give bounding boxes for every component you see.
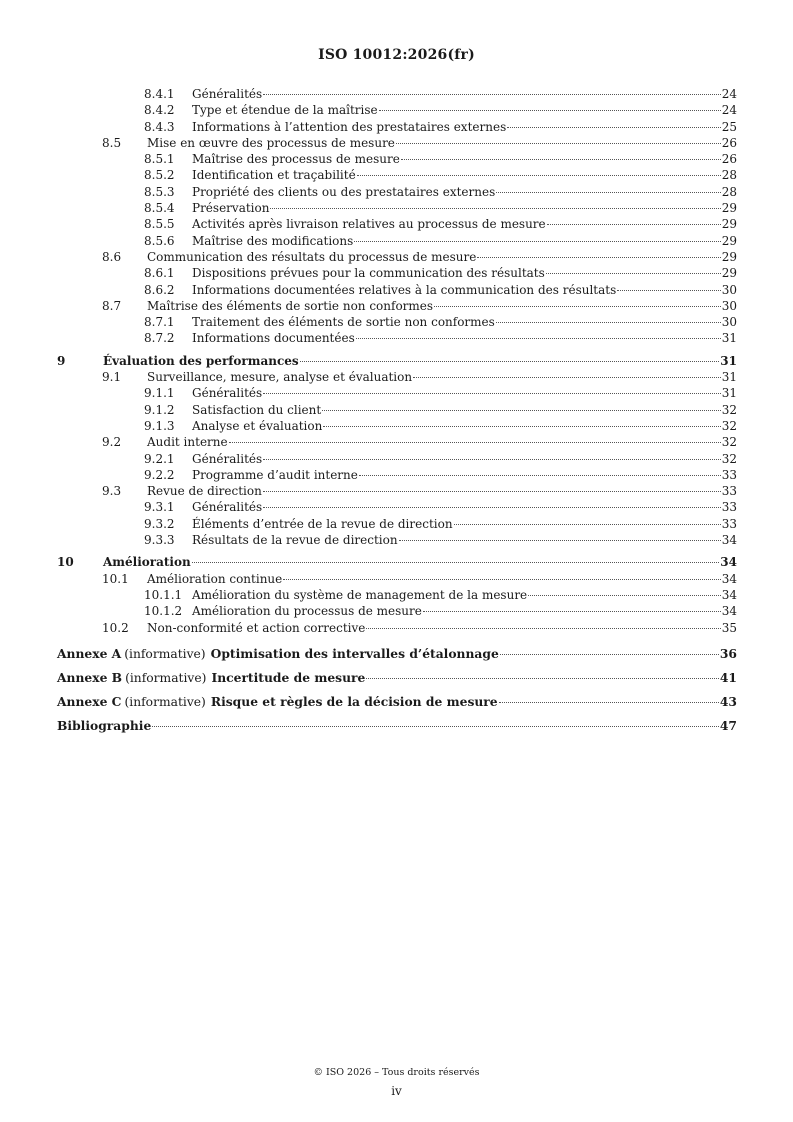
dot-leader bbox=[263, 393, 721, 394]
toc-entry[interactable] bbox=[57, 265, 737, 281]
toc-entry-page: 30 bbox=[721, 298, 737, 313]
toc-entry-number: 9 bbox=[57, 353, 66, 368]
toc-entry[interactable] bbox=[57, 434, 737, 450]
toc-entry-page: 32 bbox=[721, 435, 737, 450]
annex-label: Annexe C bbox=[57, 693, 122, 709]
dot-leader bbox=[229, 442, 721, 443]
toc-entry[interactable] bbox=[57, 385, 737, 401]
toc-entry[interactable] bbox=[57, 532, 737, 548]
annex-kind: (informative) bbox=[124, 694, 206, 709]
toc-entry-number: 10 bbox=[57, 555, 74, 570]
dot-leader bbox=[323, 426, 720, 427]
toc-entry-page: 31 bbox=[721, 370, 737, 385]
dot-leader bbox=[263, 507, 721, 508]
annex-kind: (informative) bbox=[124, 646, 206, 661]
dot-leader bbox=[152, 726, 719, 727]
toc-entry-page: 33 bbox=[721, 467, 737, 482]
dot-leader bbox=[322, 410, 721, 411]
toc-entry-page: 29 bbox=[721, 201, 737, 216]
toc-entry-number: 9.1.2 bbox=[144, 402, 175, 417]
toc-entry-page: 24 bbox=[721, 87, 737, 101]
toc-entry-number: 10.2 bbox=[102, 620, 129, 635]
toc-entry[interactable] bbox=[57, 233, 737, 249]
annex-label: Annexe B bbox=[57, 669, 123, 685]
toc-entry-title: Amélioration bbox=[103, 555, 191, 570]
toc-entry-number: 8.6 bbox=[102, 249, 122, 264]
toc-entry-title: Programme d’audit interne bbox=[192, 467, 358, 482]
toc-entry[interactable] bbox=[57, 298, 737, 314]
toc-entry[interactable] bbox=[57, 603, 737, 619]
toc-entry-number: 9.2.2 bbox=[144, 467, 175, 482]
toc-entry-number: 8.5.5 bbox=[144, 217, 175, 232]
toc-entry-number: 10.1 bbox=[102, 571, 129, 586]
toc-entry-title: Amélioration continue bbox=[147, 571, 283, 586]
toc-annex-entry[interactable] bbox=[57, 690, 737, 714]
toc-entry-title: Amélioration du système de management de la mesure bbox=[192, 587, 528, 602]
toc-entry-title: Amélioration du processus de mesure bbox=[192, 604, 422, 619]
toc-entry-page: 31 bbox=[720, 353, 737, 368]
toc-annex-entry[interactable] bbox=[57, 666, 737, 690]
dot-leader bbox=[477, 257, 720, 258]
table-of-contents bbox=[57, 86, 737, 738]
dot-leader bbox=[399, 540, 721, 541]
copyright-notice: © ISO 2026 – Tous droits réservés bbox=[313, 1067, 480, 1078]
dot-leader bbox=[356, 338, 721, 339]
dot-leader bbox=[366, 678, 719, 679]
toc-entry-number: 8.5.6 bbox=[144, 233, 175, 248]
dot-leader bbox=[617, 290, 720, 291]
toc-entry-page: 32 bbox=[721, 402, 737, 417]
toc-entry-title: Évaluation des performances bbox=[103, 353, 299, 368]
toc-entry-title: Identification et traçabilité bbox=[192, 168, 356, 183]
toc-entry[interactable] bbox=[57, 418, 737, 434]
toc-entry[interactable] bbox=[57, 330, 737, 346]
toc-entry-number: 9.3.1 bbox=[144, 500, 175, 515]
toc-entry-number: 8.5.2 bbox=[144, 168, 175, 183]
dot-leader bbox=[496, 322, 721, 323]
toc-entry-number: 8.4.2 bbox=[144, 103, 175, 118]
toc-entry-title: Surveillance, mesure, analyse et évaluation bbox=[147, 370, 413, 385]
toc-entry-title: Revue de direction bbox=[147, 484, 262, 499]
toc-entry-page: 25 bbox=[721, 119, 737, 134]
toc-entry-page: 33 bbox=[721, 516, 737, 531]
toc-entry-page: 31 bbox=[721, 386, 737, 401]
dot-leader bbox=[546, 273, 721, 274]
dot-leader bbox=[454, 524, 721, 525]
toc-entry-page: 26 bbox=[721, 152, 737, 167]
toc-entry-title: Préservation bbox=[192, 201, 270, 216]
dot-leader bbox=[396, 143, 721, 144]
bibliography-title: Bibliographie bbox=[57, 714, 151, 738]
toc-entry-page: 34 bbox=[721, 533, 737, 548]
toc-entry-number: 9.3 bbox=[102, 484, 122, 499]
dot-leader bbox=[263, 459, 721, 460]
dot-leader bbox=[359, 475, 721, 476]
toc-entry[interactable] bbox=[57, 282, 737, 298]
toc-entry-title: Maîtrise des modifications bbox=[192, 233, 354, 248]
toc-entry-number: 8.7 bbox=[102, 298, 122, 313]
toc-entry-number: 8.6.2 bbox=[144, 282, 175, 297]
toc-entry-page: 32 bbox=[721, 451, 737, 466]
toc-entry[interactable] bbox=[57, 369, 737, 385]
toc-entry[interactable] bbox=[57, 151, 737, 167]
toc-entry[interactable] bbox=[57, 86, 737, 102]
toc-entry-page: 29 bbox=[721, 249, 737, 264]
annex-title: Optimisation des intervalles d’étalonnage bbox=[211, 642, 499, 666]
toc-entry-title: Maîtrise des éléments de sortie non conformes bbox=[147, 298, 434, 313]
toc-entry-title: Analyse et évaluation bbox=[192, 418, 323, 433]
toc-entry-page: 28 bbox=[721, 168, 737, 183]
dot-leader bbox=[192, 562, 720, 563]
toc-entry[interactable] bbox=[57, 571, 737, 587]
toc-entry-title: Activités après livraison relatives au processus de mesure bbox=[192, 217, 546, 232]
dot-leader bbox=[354, 241, 720, 242]
toc-entry[interactable] bbox=[57, 554, 737, 570]
toc-entry-page: 34 bbox=[721, 604, 737, 619]
dot-leader bbox=[300, 361, 720, 362]
toc-entry[interactable] bbox=[57, 249, 737, 265]
toc-entry-title: Communication des résultats du processus de mesure bbox=[147, 249, 477, 264]
toc-entry-number: 10.1.2 bbox=[144, 604, 183, 619]
dot-leader bbox=[423, 611, 721, 612]
toc-entry-page: 29 bbox=[721, 217, 737, 232]
toc-entry[interactable] bbox=[57, 620, 737, 636]
toc-entry[interactable] bbox=[57, 516, 737, 532]
toc-entry-number: 8.4.1 bbox=[144, 87, 175, 101]
toc-entry-title: Maîtrise des processus de mesure bbox=[192, 152, 400, 167]
toc-entry-title: Satisfaction du client bbox=[192, 402, 322, 417]
toc-entry-page: 29 bbox=[721, 266, 737, 281]
toc-entry-title: Informations documentées relatives à la communication des résultats bbox=[192, 282, 617, 297]
toc-entry-title: Généralités bbox=[192, 451, 263, 466]
toc-entry-page: 28 bbox=[721, 184, 737, 199]
toc-entry-page: 24 bbox=[721, 103, 737, 118]
toc-entry-number: 8.4.3 bbox=[144, 119, 175, 134]
dot-leader bbox=[528, 595, 721, 596]
toc-entry[interactable] bbox=[57, 184, 737, 200]
toc-entry-title: Audit interne bbox=[147, 435, 228, 450]
toc-entry-number: 8.5 bbox=[102, 135, 122, 150]
toc-entry-title: Éléments d’entrée de la revue de direction bbox=[192, 516, 453, 531]
annex-page: 41 bbox=[719, 669, 737, 685]
toc-entry-number: 9.1 bbox=[102, 370, 122, 385]
toc-entry[interactable] bbox=[57, 200, 737, 216]
dot-leader bbox=[283, 579, 720, 580]
toc-entry-number: 8.5.1 bbox=[144, 152, 175, 167]
toc-entry-number: 9.2.1 bbox=[144, 451, 175, 466]
toc-entry-title: Type et étendue de la maîtrise bbox=[192, 103, 378, 118]
toc-entry-page: 35 bbox=[721, 620, 737, 635]
toc-entry-number: 8.5.4 bbox=[144, 201, 175, 216]
toc-entry[interactable] bbox=[57, 587, 737, 603]
dot-leader bbox=[357, 175, 721, 176]
toc-entry-number: 9.3.2 bbox=[144, 516, 175, 531]
toc-entry[interactable] bbox=[57, 467, 737, 483]
dot-leader bbox=[496, 192, 720, 193]
toc-entry-page: 30 bbox=[721, 315, 737, 330]
toc-entry-title: Généralités bbox=[192, 87, 263, 101]
toc-entry-title: Résultats de la revue de direction bbox=[192, 533, 398, 548]
annex-page: 36 bbox=[719, 645, 737, 661]
annex-kind: (informative) bbox=[125, 670, 207, 685]
dot-leader bbox=[270, 208, 720, 209]
toc-entry-title: Généralités bbox=[192, 500, 263, 515]
toc-entry-title: Traitement des éléments de sortie non conformes bbox=[192, 315, 495, 330]
dot-leader bbox=[366, 628, 720, 629]
toc-entry[interactable] bbox=[57, 119, 737, 135]
toc-entry-title: Mise en œuvre des processus de mesure bbox=[147, 135, 395, 150]
toc-entry-number: 9.1.1 bbox=[144, 386, 175, 401]
dot-leader bbox=[263, 94, 721, 95]
toc-entry-title: Dispositions prévues pour la communication des résultats bbox=[192, 266, 545, 281]
toc-entry-number: 8.7.2 bbox=[144, 331, 175, 346]
dot-leader bbox=[263, 491, 721, 492]
dot-leader bbox=[401, 159, 721, 160]
toc-entry[interactable] bbox=[57, 102, 737, 118]
bibliography-page: 47 bbox=[719, 717, 737, 733]
page-number: iv bbox=[391, 1084, 402, 1098]
toc-entry[interactable] bbox=[57, 499, 737, 515]
toc-entry-page: 33 bbox=[721, 484, 737, 499]
toc-entry-page: 34 bbox=[720, 555, 737, 570]
dot-leader bbox=[547, 224, 721, 225]
toc-entry-number: 9.2 bbox=[102, 435, 122, 450]
toc-bibliography-entry[interactable] bbox=[57, 714, 737, 738]
toc-entry[interactable] bbox=[57, 314, 737, 330]
annex-title: Incertitude de mesure bbox=[211, 666, 365, 690]
toc-annex-entry[interactable] bbox=[57, 642, 737, 666]
toc-entry-page: 30 bbox=[721, 282, 737, 297]
toc-entry[interactable] bbox=[57, 402, 737, 418]
dot-leader bbox=[507, 127, 720, 128]
toc-entry[interactable] bbox=[57, 451, 737, 467]
toc-entry-page: 29 bbox=[721, 233, 737, 248]
dot-leader bbox=[413, 377, 721, 378]
toc-entry[interactable] bbox=[57, 135, 737, 151]
dot-leader bbox=[434, 306, 721, 307]
toc-entry-number: 8.7.1 bbox=[144, 315, 175, 330]
annex-label: Annexe A bbox=[57, 645, 122, 661]
toc-entry[interactable] bbox=[57, 167, 737, 183]
toc-entry-number: 9.3.3 bbox=[144, 533, 175, 548]
toc-entry-page: 34 bbox=[721, 587, 737, 602]
toc-entry-page: 26 bbox=[721, 135, 737, 150]
toc-entry-number: 8.5.3 bbox=[144, 184, 175, 199]
toc-entry-title: Propriété des clients ou des prestataires externes bbox=[192, 184, 496, 199]
toc-entry-number: 9.1.3 bbox=[144, 418, 175, 433]
toc-entry-number: 8.6.1 bbox=[144, 266, 175, 281]
toc-entry-number: 10.1.1 bbox=[144, 587, 183, 602]
toc-entry-page: 34 bbox=[721, 571, 737, 586]
toc-entry[interactable] bbox=[57, 483, 737, 499]
dot-leader bbox=[379, 110, 721, 111]
annex-page: 43 bbox=[719, 693, 737, 709]
toc-entry[interactable] bbox=[57, 216, 737, 232]
toc-entry-title: Informations à l’attention des prestataires externes bbox=[192, 119, 507, 134]
toc-entry-page: 31 bbox=[721, 331, 737, 346]
dot-leader bbox=[499, 702, 719, 703]
document-header: ISO 10012:2026(fr) bbox=[318, 47, 475, 63]
toc-entry-title: Généralités bbox=[192, 386, 263, 401]
toc-entry[interactable] bbox=[57, 353, 737, 369]
toc-entry-title: Informations documentées bbox=[192, 331, 355, 346]
annex-title: Risque et règles de la décision de mesure bbox=[211, 690, 498, 714]
dot-leader bbox=[500, 654, 719, 655]
toc-entry-title: Non-conformité et action corrective bbox=[147, 620, 366, 635]
toc-entry-page: 32 bbox=[721, 418, 737, 433]
toc-entry-page: 33 bbox=[721, 500, 737, 515]
